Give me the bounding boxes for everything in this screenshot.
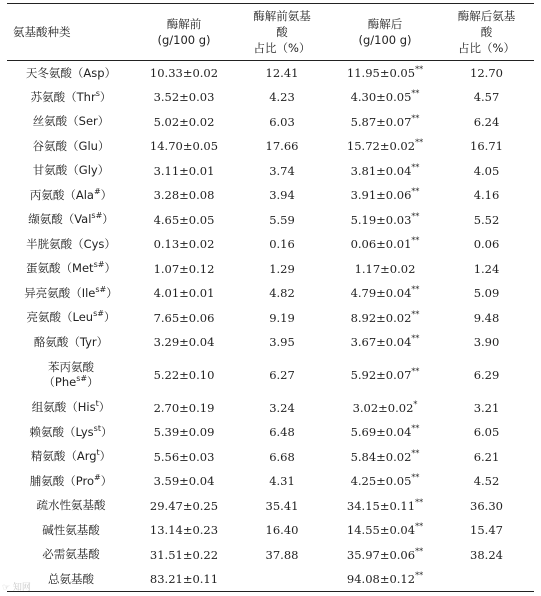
amino-acid-name-cell: [7, 355, 135, 396]
amino-acid-table: [7, 3, 534, 592]
after-value-cell: [331, 445, 439, 470]
after-value: 35.97±0.06: [346, 547, 416, 562]
after-value: 0.06±0.01: [350, 237, 412, 252]
after-ratio: 6.29: [473, 368, 500, 382]
after-ratio: 5.09: [473, 286, 500, 301]
after-ratio-cell: [439, 257, 534, 282]
after-value: 5.69±0.04: [350, 425, 412, 440]
before-ratio: 6.27: [269, 368, 295, 382]
amino-acid-name: 精氨酸（Arg: [30, 449, 97, 464]
after-value-cell: [331, 183, 439, 208]
before-ratio: 17.66: [265, 139, 299, 154]
before-ratio: 3.74: [269, 163, 295, 178]
before-ratio-cell: [233, 232, 331, 257]
after-ratio-cell: [439, 232, 534, 257]
after-ratio: 6.21: [473, 449, 500, 464]
amino-acid-name-superscript: t: [96, 448, 100, 458]
before-value-cell: [135, 469, 233, 494]
amino-acid-name-superscript: s#: [93, 260, 105, 270]
before-value: 29.47±0.25: [149, 498, 219, 513]
after-ratio-cell: [439, 61, 534, 86]
amino-acid-name: 必需氨基酸: [42, 547, 100, 562]
after-value-cell: [331, 85, 439, 110]
header-before-ratio: 酶解前氨基 酸 占比（%）: [253, 9, 311, 55]
before-ratio: 6.48: [269, 425, 295, 440]
after-value-cell: [331, 469, 439, 494]
after-ratio-cell: [439, 208, 534, 233]
amino-acid-name: 苏氨酸（Thr: [30, 89, 96, 104]
before-ratio: 4.31: [269, 474, 295, 489]
after-value: 3.02±0.02: [352, 400, 414, 415]
table-row: [7, 330, 534, 355]
header-amino-acid: 氨基酸种类: [13, 25, 71, 39]
after-ratio: 36.30: [470, 498, 503, 513]
after-ratio-cell: [439, 281, 534, 306]
amino-acid-name-superscript: #: [93, 186, 101, 196]
before-value-cell: [135, 306, 233, 331]
table-row: [7, 134, 534, 159]
after-value: 8.92±0.02: [350, 310, 412, 325]
before-value: 4.01±0.01: [153, 286, 215, 301]
amino-acid-name-cell: [7, 257, 135, 282]
after-value: 1.17±0.02: [354, 261, 416, 276]
before-value-cell: [135, 183, 233, 208]
after-ratio-cell: [439, 396, 534, 421]
significance-mark: **: [411, 473, 420, 483]
before-ratio: 12.41: [265, 66, 299, 80]
before-value-cell: [135, 61, 233, 86]
after-value-cell: [331, 355, 439, 396]
after-value: 5.92±0.07: [350, 368, 412, 382]
before-value: 3.28±0.08: [153, 188, 215, 203]
amino-acid-name-superscript: t: [95, 399, 99, 409]
amino-acid-name: 缬氨酸（Val: [28, 212, 92, 227]
before-value-cell: [135, 518, 233, 543]
after-ratio: 3.21: [473, 400, 500, 415]
after-value: 3.91±0.06: [350, 188, 412, 203]
before-value-cell: [135, 208, 233, 233]
before-ratio-cell: [233, 543, 331, 568]
amino-acid-name: 酪氨酸（Tyr）: [33, 334, 109, 349]
after-ratio-cell: [439, 355, 534, 396]
amino-acid-name-cell: [7, 518, 135, 543]
after-value-cell: [331, 281, 439, 306]
amino-acid-name-superscript: s#: [91, 211, 103, 221]
amino-acid-name-close: ）: [106, 285, 118, 300]
before-value-cell: [135, 110, 233, 135]
after-ratio: 6.05: [473, 425, 500, 440]
before-value: 13.14±0.23: [149, 523, 219, 538]
after-value: 5.84±0.02: [350, 449, 412, 464]
before-ratio-cell: [233, 85, 331, 110]
before-value-cell: [135, 159, 233, 184]
table-row: [7, 208, 534, 233]
after-value-cell: [331, 159, 439, 184]
before-value: 31.51±0.22: [149, 547, 219, 562]
before-ratio-cell: [233, 420, 331, 445]
after-ratio: 12.70: [470, 66, 503, 80]
before-ratio-cell: [233, 330, 331, 355]
before-value-cell: [135, 134, 233, 159]
amino-acid-name-close: ）: [103, 310, 116, 325]
before-ratio-cell: [233, 159, 331, 184]
significance-mark: **: [415, 522, 424, 532]
table-row: [7, 183, 534, 208]
before-ratio: 3.95: [269, 335, 295, 350]
after-ratio: 4.16: [473, 188, 500, 203]
before-ratio-cell: [233, 445, 331, 470]
before-value-cell: [135, 257, 233, 282]
amino-acid-name-close: ）: [87, 375, 99, 389]
amino-acid-name-close: ）: [102, 212, 114, 227]
amino-acid-name: 丙氨酸（Ala: [29, 187, 94, 202]
after-value-cell: [331, 330, 439, 355]
before-ratio-cell: [233, 306, 331, 331]
before-value-cell: [135, 420, 233, 445]
header-after: 酶解后 (g/100 g): [358, 17, 412, 47]
before-ratio-cell: [233, 257, 331, 282]
amino-acid-name-cell: [7, 110, 135, 135]
table-row: [7, 159, 534, 184]
table-row: [7, 257, 534, 282]
after-ratio-cell: [439, 567, 534, 592]
before-value-cell: [135, 567, 233, 592]
before-value-cell: [135, 445, 233, 470]
amino-acid-name-cell: [7, 306, 135, 331]
after-value: 14.55±0.04: [346, 523, 416, 538]
amino-acid-name: 赖氨酸（Lys: [29, 424, 94, 439]
after-value: 3.81±0.04: [350, 163, 412, 178]
table-row: [7, 469, 534, 494]
amino-acid-name: 脯氨酸（Pro: [29, 473, 95, 488]
amino-acid-name-superscript: s#: [76, 374, 88, 384]
amino-acid-name: 丝氨酸（Ser）: [32, 114, 110, 129]
significance-mark: **: [411, 113, 420, 123]
before-value: 0.13±0.02: [153, 237, 215, 252]
after-value: 15.72±0.02: [346, 139, 416, 154]
before-value: 10.33±0.02: [149, 66, 219, 80]
before-ratio-cell: [233, 494, 331, 519]
after-ratio-cell: [439, 134, 534, 159]
amino-acid-name: 异亮氨酸（Ile: [24, 285, 96, 300]
amino-acid-name: 碱性氨基酸: [42, 522, 100, 537]
amino-acid-name-superscript: s#: [95, 284, 107, 294]
amino-acid-name-superscript: st: [93, 423, 101, 433]
before-value: 1.07±0.12: [153, 261, 215, 276]
amino-acid-name: 组氨酸（His: [31, 400, 96, 415]
before-ratio-cell: [233, 61, 331, 86]
after-ratio-cell: [439, 159, 534, 184]
significance-mark: **: [411, 309, 420, 319]
after-ratio-cell: [439, 85, 534, 110]
before-value-cell: [135, 281, 233, 306]
before-ratio-cell: [233, 134, 331, 159]
table-row: [7, 420, 534, 445]
before-ratio: 4.82: [269, 286, 295, 301]
after-value-cell: [331, 518, 439, 543]
amino-acid-name-cell: [7, 330, 135, 355]
before-ratio: 5.59: [269, 212, 295, 227]
table-header-row: [7, 4, 534, 61]
after-ratio: 3.90: [473, 335, 500, 350]
after-ratio-cell: [439, 543, 534, 568]
amino-acid-name: 甘氨酸（Gly）: [32, 163, 110, 178]
amino-acid-name: 谷氨酸（Glu）: [32, 138, 110, 153]
after-value: 34.15±0.11: [346, 498, 416, 513]
before-value-cell: [135, 494, 233, 519]
before-ratio-cell: [233, 355, 331, 396]
table-row: [7, 494, 534, 519]
after-value-cell: [331, 306, 439, 331]
after-value-cell: [331, 567, 439, 592]
before-value: 3.59±0.04: [153, 474, 215, 489]
amino-acid-name: 天冬氨酸（Asp）: [25, 65, 117, 80]
amino-acid-name-cell: [7, 396, 135, 421]
after-value: 4.25±0.05: [350, 474, 412, 489]
significance-mark: **: [411, 334, 420, 344]
amino-acid-name-cell: [7, 208, 135, 233]
before-ratio-cell: [233, 183, 331, 208]
amino-acid-name-cell: [7, 494, 135, 519]
table-row: [7, 61, 534, 86]
before-ratio-cell: [233, 281, 331, 306]
significance-mark: **: [411, 187, 420, 197]
amino-acid-name-cell: [7, 61, 135, 86]
after-value-cell: [331, 232, 439, 257]
before-value: 14.70±0.05: [149, 139, 219, 154]
after-value-cell: [331, 420, 439, 445]
before-ratio: 1.29: [269, 261, 295, 276]
significance-mark: **: [411, 236, 420, 246]
before-value-cell: [135, 543, 233, 568]
before-ratio-cell: [233, 396, 331, 421]
after-value-cell: [331, 61, 439, 86]
before-ratio: 0.16: [269, 237, 295, 252]
before-ratio: 35.41: [265, 498, 299, 513]
amino-acid-name-superscript: s#: [93, 309, 104, 319]
significance-mark: **: [415, 546, 424, 556]
amino-acid-name-cell: [7, 85, 135, 110]
significance-mark: **: [411, 211, 420, 221]
table-row: [7, 110, 534, 135]
before-ratio-cell: [233, 567, 331, 592]
after-value-cell: [331, 494, 439, 519]
table-row: [7, 281, 534, 306]
before-ratio: 3.94: [269, 188, 295, 203]
amino-acid-name-cell: [7, 281, 135, 306]
significance-mark: **: [411, 367, 420, 377]
after-ratio-cell: [439, 518, 534, 543]
before-ratio: 16.40: [265, 523, 299, 538]
after-ratio-cell: [439, 183, 534, 208]
significance-mark: **: [411, 89, 420, 99]
amino-acid-table-container: [7, 3, 534, 592]
amino-acid-name-cell: [7, 420, 135, 445]
after-ratio: 38.24: [470, 547, 503, 562]
after-value-cell: [331, 208, 439, 233]
before-value: 2.70±0.19: [153, 400, 215, 415]
significance-mark: **: [411, 285, 420, 295]
after-value: 11.95±0.05: [346, 66, 416, 80]
before-ratio: 4.23: [269, 90, 295, 105]
significance-mark: **: [411, 424, 420, 434]
before-value-cell: [135, 396, 233, 421]
before-ratio-cell: [233, 110, 331, 135]
table-row: [7, 543, 534, 568]
after-ratio: 6.24: [473, 114, 500, 129]
amino-acid-name-cell: [7, 183, 135, 208]
amino-acid-name-close: ）: [100, 424, 113, 439]
table-row: [7, 232, 534, 257]
amino-acid-name-cell: [7, 159, 135, 184]
after-ratio-cell: [439, 110, 534, 135]
after-ratio: 16.71: [470, 139, 503, 154]
after-value: 3.67±0.04: [350, 335, 412, 350]
amino-acid-name-close: ）: [104, 261, 116, 276]
amino-acid-name-close: ）: [99, 89, 112, 104]
amino-acid-name: 半胱氨酸（Cys）: [26, 236, 116, 251]
before-value-cell: [135, 85, 233, 110]
amino-acid-name: 疏水性氨基酸: [36, 498, 106, 513]
before-value: 3.29±0.04: [153, 335, 215, 350]
after-ratio-cell: [439, 420, 534, 445]
before-ratio: 37.88: [265, 547, 299, 562]
before-value: 5.22±0.10: [153, 368, 215, 382]
amino-acid-name-superscript: s: [95, 88, 100, 98]
after-ratio-cell: [439, 469, 534, 494]
after-value-cell: [331, 396, 439, 421]
table-row: [7, 518, 534, 543]
before-value: 5.56±0.03: [153, 449, 215, 464]
before-ratio-cell: [233, 518, 331, 543]
before-value-cell: [135, 232, 233, 257]
amino-acid-name-cell: [7, 134, 135, 159]
significance-mark: **: [415, 65, 424, 75]
before-ratio: 6.68: [269, 449, 295, 464]
after-value-cell: [331, 134, 439, 159]
header-before: 酶解前 (g/100 g): [157, 17, 211, 47]
after-ratio: 4.57: [473, 90, 500, 105]
amino-acid-name: 总氨基酸: [48, 571, 94, 586]
before-value: 3.52±0.03: [153, 90, 215, 105]
before-ratio: 9.19: [269, 310, 295, 325]
amino-acid-name-close: ）: [100, 473, 113, 488]
amino-acid-name-cell: [7, 445, 135, 470]
amino-acid-name-cell: [7, 543, 135, 568]
header-after-ratio: 酶解后氨基 酸 占比（%）: [457, 9, 516, 55]
after-value: 4.79±0.04: [350, 286, 412, 301]
amino-acid-name-close: ）: [100, 187, 113, 202]
after-ratio-cell: [439, 330, 534, 355]
significance-mark: **: [415, 497, 424, 507]
before-value: 7.65±0.06: [153, 310, 215, 325]
amino-acid-name-superscript: #: [94, 472, 101, 482]
table-row: [7, 306, 534, 331]
amino-acid-name-close: ）: [99, 449, 112, 464]
before-value: 3.11±0.01: [153, 163, 215, 178]
amino-acid-name-cell: [7, 469, 135, 494]
before-value-cell: [135, 355, 233, 396]
after-value-cell: [331, 257, 439, 282]
amino-acid-name: 苯丙氨酸 （Phe: [43, 360, 94, 389]
after-ratio: 9.48: [473, 310, 500, 325]
significance-mark: **: [415, 138, 424, 148]
amino-acid-name-close: ）: [98, 400, 111, 415]
after-value: 5.87±0.07: [350, 114, 412, 129]
table-row: [7, 445, 534, 470]
amino-acid-name: 亮氨酸（Leu: [26, 310, 94, 325]
before-ratio: 6.03: [269, 114, 295, 129]
before-value-cell: [135, 330, 233, 355]
significance-mark: **: [415, 571, 424, 581]
after-value-cell: [331, 110, 439, 135]
after-value-cell: [331, 543, 439, 568]
after-ratio: 4.05: [473, 163, 500, 178]
amino-acid-name: 蛋氨酸（Met: [26, 261, 94, 276]
after-value: 5.19±0.03: [350, 212, 412, 227]
watermark: ☞ 知网: [2, 583, 31, 593]
after-ratio-cell: [439, 494, 534, 519]
significance-mark: *: [413, 399, 418, 409]
before-ratio-cell: [233, 469, 331, 494]
table-row: [7, 567, 534, 592]
after-ratio: 15.47: [470, 523, 503, 538]
after-value: 94.08±0.12: [346, 572, 416, 586]
table-row: [7, 396, 534, 421]
significance-mark: **: [411, 448, 420, 458]
before-value: 5.39±0.09: [153, 425, 215, 440]
after-ratio: 0.06: [473, 237, 500, 252]
after-ratio: 1.24: [473, 261, 500, 276]
amino-acid-name-cell: [7, 232, 135, 257]
table-row: [7, 85, 534, 110]
table-body: [7, 61, 534, 592]
after-value: 4.30±0.05: [350, 90, 412, 105]
after-ratio-cell: [439, 306, 534, 331]
after-ratio: 5.52: [473, 212, 500, 227]
before-value: 5.02±0.02: [153, 114, 215, 129]
before-ratio-cell: [233, 208, 331, 233]
before-ratio: 3.24: [269, 400, 295, 415]
before-value: 83.21±0.11: [149, 572, 219, 586]
after-ratio-cell: [439, 445, 534, 470]
significance-mark: **: [411, 162, 420, 172]
before-value: 4.65±0.05: [153, 212, 215, 227]
table-row: [7, 355, 534, 396]
after-ratio: 4.52: [473, 474, 500, 489]
